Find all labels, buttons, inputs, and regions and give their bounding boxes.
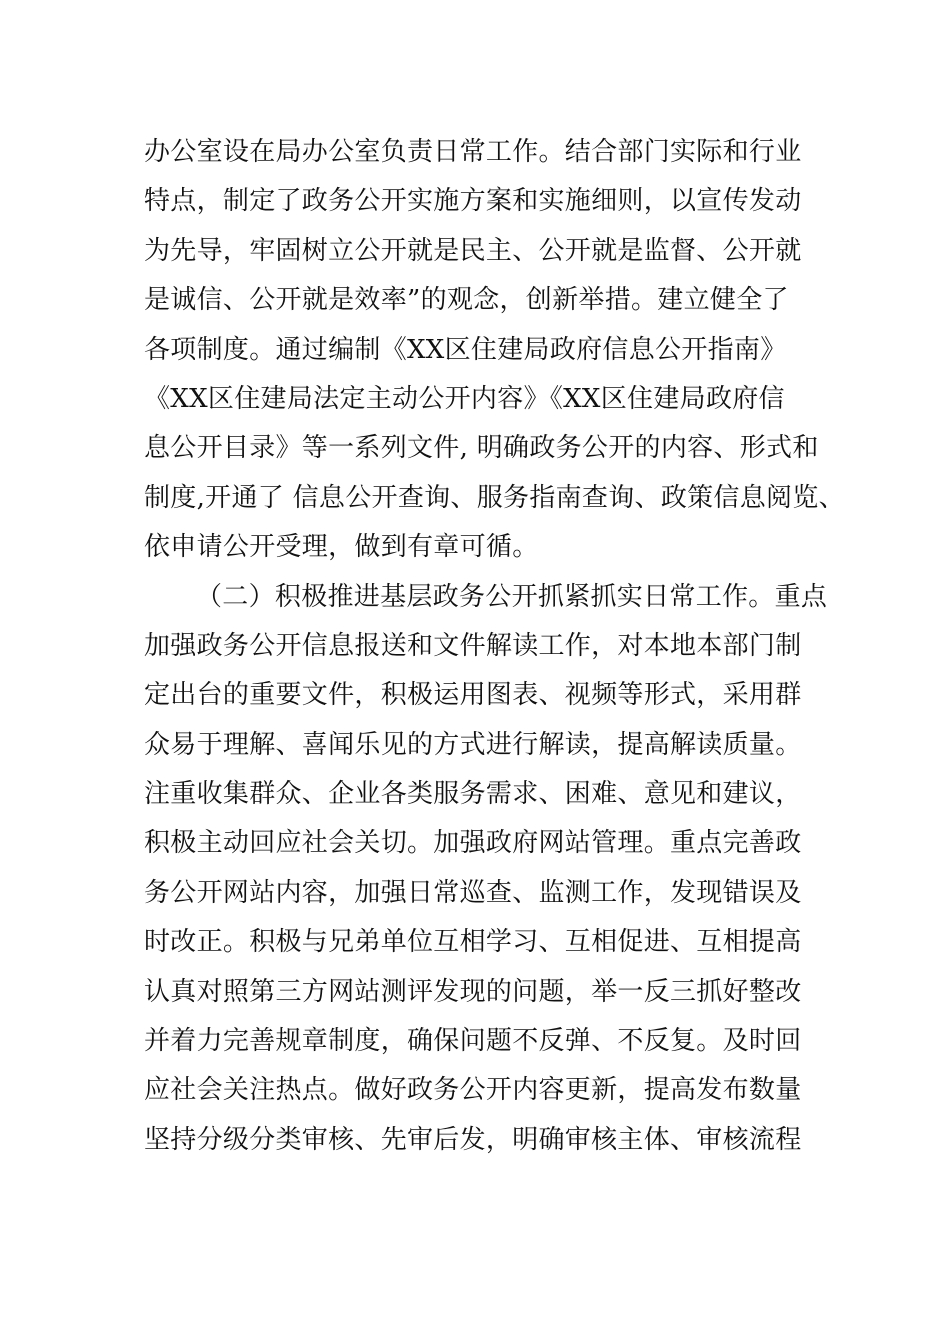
text-line: 注重收集群众、企业各类服务需求、困难、意见和建议， xyxy=(144,779,802,810)
text-line: 依申请公开受理，做到有章可循。 xyxy=(144,532,539,563)
text-line: 并着力完善规章制度，确保问题不反弹、不反复。及时回 xyxy=(144,1026,802,1057)
text-line: 定出台的重要文件，积极运用图表、视频等形式，采用群 xyxy=(144,680,802,711)
text-line: 务公开网站内容，加强日常巡查、监测工作，发现错误及 xyxy=(144,877,802,908)
text-line: 办公室设在局办公室负责日常工作。结合部门实际和行业 xyxy=(144,137,802,167)
text-line: 加强政务公开信息报送和文件解读工作，对本地本部门制 xyxy=(144,630,802,661)
text-line: 坚持分级分类审核、先审后发，明确审核主体、审核流程 xyxy=(144,1124,802,1155)
text-line: 众易于理解、喜闻乐见的方式进行解读，提高解读质量。 xyxy=(144,729,802,760)
text-line: 各项制度。通过编制《XX区住建局政府信息公开指南》 xyxy=(144,334,787,365)
text-line: 制度,开通了 信息公开查询、服务指南查询、政策信息阅览、 xyxy=(144,482,845,513)
text-line: 应社会关注热点。做好政务公开内容更新，提高发布数量 xyxy=(144,1075,802,1106)
text-line: 息公开目录》等一系列文件, 明确政务公开的内容、形式和 xyxy=(144,433,819,464)
body-text xyxy=(144,128,845,1165)
section-heading-line: （二）积极推进基层政务公开抓紧抓实日常工作。重点 xyxy=(196,581,828,612)
text-line: 积极主动回应社会关切。加强政府网站管理。重点完善政 xyxy=(144,828,802,859)
text-line: 是诚信、公开就是效率”的观念，创新举措。建立健全了 xyxy=(144,285,789,316)
text-line: 时改正。积极与兄弟单位互相学习、互相促进、互相提高 xyxy=(144,927,802,958)
text-line: 特点，制定了政务公开实施方案和实施细则，以宣传发动 xyxy=(144,186,802,217)
text-line: 为先导，牢固树立公开就是民主、公开就是监督、公开就 xyxy=(144,235,802,266)
text-line: 认真对照第三方网站测评发现的问题，举一反三抓好整改 xyxy=(144,976,802,1007)
text-line: 《XX区住建局法定主动公开内容》《XX区住建局政府信 xyxy=(144,383,785,414)
